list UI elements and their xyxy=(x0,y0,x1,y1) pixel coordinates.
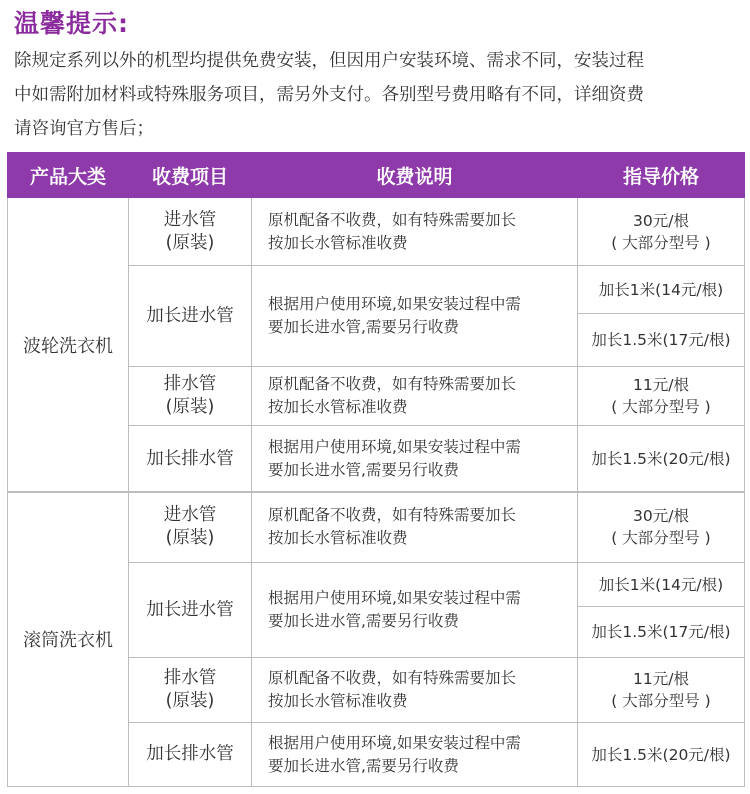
item-label-note: (原装) xyxy=(165,397,215,417)
description-cell xyxy=(252,367,578,426)
item-cell xyxy=(129,198,252,266)
description-line: 按加长水管标准收费 xyxy=(268,233,408,252)
description-line: 根据用户使用环境,如果安装过程中需 xyxy=(268,438,521,456)
price-cell xyxy=(578,198,745,266)
description-line: 原机配备不收费，如有特殊需要加长 xyxy=(268,375,517,393)
description-line: 要加长进水管,需要另行收费 xyxy=(268,318,459,336)
item-label: 加长排水管 xyxy=(146,448,234,469)
item-label-note: (原装) xyxy=(165,232,215,253)
price-value: 30元/根 xyxy=(633,507,689,525)
price-value: 加长1.5米(17元/根) xyxy=(591,331,731,349)
description-line: 根据用户使用环境,如果安装过程中需 xyxy=(268,295,521,313)
item-label: 进水管 xyxy=(163,505,217,525)
price-cell xyxy=(578,607,745,658)
price-note: ( 大部分型号 ) xyxy=(611,529,711,547)
price-cell xyxy=(578,426,745,493)
item-label-note: (原装) xyxy=(165,691,215,711)
header-price: 指导价格 xyxy=(578,153,745,198)
price-cell xyxy=(578,314,745,367)
description-cell xyxy=(252,266,578,367)
description-line: 按加长水管标准收费 xyxy=(268,692,408,710)
price-value: 加长1米(14元/根) xyxy=(598,280,724,299)
description-cell xyxy=(252,563,578,658)
fee-table xyxy=(7,152,745,493)
description-line: 原机配备不收费，如有特殊需要加长 xyxy=(268,669,517,687)
category-cell xyxy=(8,492,129,787)
item-label-note: (原装) xyxy=(165,528,215,548)
price-value: 30元/根 xyxy=(633,211,689,230)
description-line: 原机配备不收费，如有特殊需要加长 xyxy=(268,210,517,229)
item-label: 进水管 xyxy=(163,209,217,230)
price-cell xyxy=(578,658,745,723)
price-cell xyxy=(578,367,745,426)
price-note: ( 大部分型号 ) xyxy=(611,398,711,416)
description-line: 要加长进水管,需要另行收费 xyxy=(268,461,459,479)
price-value: 11元/根 xyxy=(633,376,689,394)
price-value: 加长1.5米(20元/根) xyxy=(591,450,731,468)
notice-title: 温馨提示: xyxy=(14,9,129,38)
price-cell xyxy=(578,563,745,607)
description-line: 要加长进水管,需要另行收费 xyxy=(268,612,459,630)
description-line: 根据用户使用环境,如果安装过程中需 xyxy=(268,733,521,752)
header-description: 收费说明 xyxy=(252,153,578,198)
item-cell xyxy=(129,658,252,723)
price-value: 11元/根 xyxy=(633,670,689,688)
description-cell xyxy=(252,492,578,563)
table-row xyxy=(8,198,745,266)
notice-line: 中如需附加材料或特殊服务项目，需另外支付。各别型号费用略有不同，详细资费 xyxy=(14,85,644,105)
table-header-row xyxy=(8,153,745,198)
price-value: 加长1米(14元/根) xyxy=(598,575,724,594)
category-label: 滚筒洗衣机 xyxy=(23,630,113,651)
price-note: ( 大部分型号 ) xyxy=(611,233,711,252)
item-label: 加长排水管 xyxy=(146,744,234,764)
header-item: 收费项目 xyxy=(129,153,252,198)
header-category: 产品大类 xyxy=(8,153,129,198)
description-cell xyxy=(252,723,578,787)
price-cell xyxy=(578,266,745,314)
description-line: 按加长水管标准收费 xyxy=(268,398,408,416)
price-cell xyxy=(578,723,745,787)
item-cell xyxy=(129,266,252,367)
item-cell xyxy=(129,723,252,787)
price-note: ( 大部分型号 ) xyxy=(611,692,711,710)
description-line: 按加长水管标准收费 xyxy=(268,529,408,547)
description-line: 原机配备不收费，如有特殊需要加长 xyxy=(268,506,517,524)
item-label: 排水管 xyxy=(163,374,217,394)
item-cell xyxy=(129,426,252,493)
item-label: 加长进水管 xyxy=(146,599,234,620)
price-cell xyxy=(578,492,745,563)
notice-text xyxy=(14,44,740,146)
fee-table-continued xyxy=(7,491,745,787)
description-line: 要加长进水管,需要另行收费 xyxy=(268,756,459,775)
item-label: 排水管 xyxy=(163,668,217,688)
price-value: 加长1.5米(20元/根) xyxy=(591,745,731,764)
item-cell xyxy=(129,367,252,426)
notice-line: 请咨询官方售后； xyxy=(14,119,154,139)
description-cell xyxy=(252,198,578,266)
description-line: 根据用户使用环境,如果安装过程中需 xyxy=(268,589,521,607)
item-label: 加长进水管 xyxy=(146,305,234,326)
table-row xyxy=(8,492,745,563)
description-cell xyxy=(252,658,578,723)
description-cell xyxy=(252,426,578,493)
price-value: 加长1.5米(17元/根) xyxy=(591,623,731,641)
notice-line: 除规定系列以外的机型均提供免费安装，但因用户安装环境、需求不同，安装过程 xyxy=(14,51,644,71)
item-cell xyxy=(129,563,252,658)
category-label: 波轮洗衣机 xyxy=(23,336,113,357)
category-cell xyxy=(8,198,129,493)
item-cell xyxy=(129,492,252,563)
